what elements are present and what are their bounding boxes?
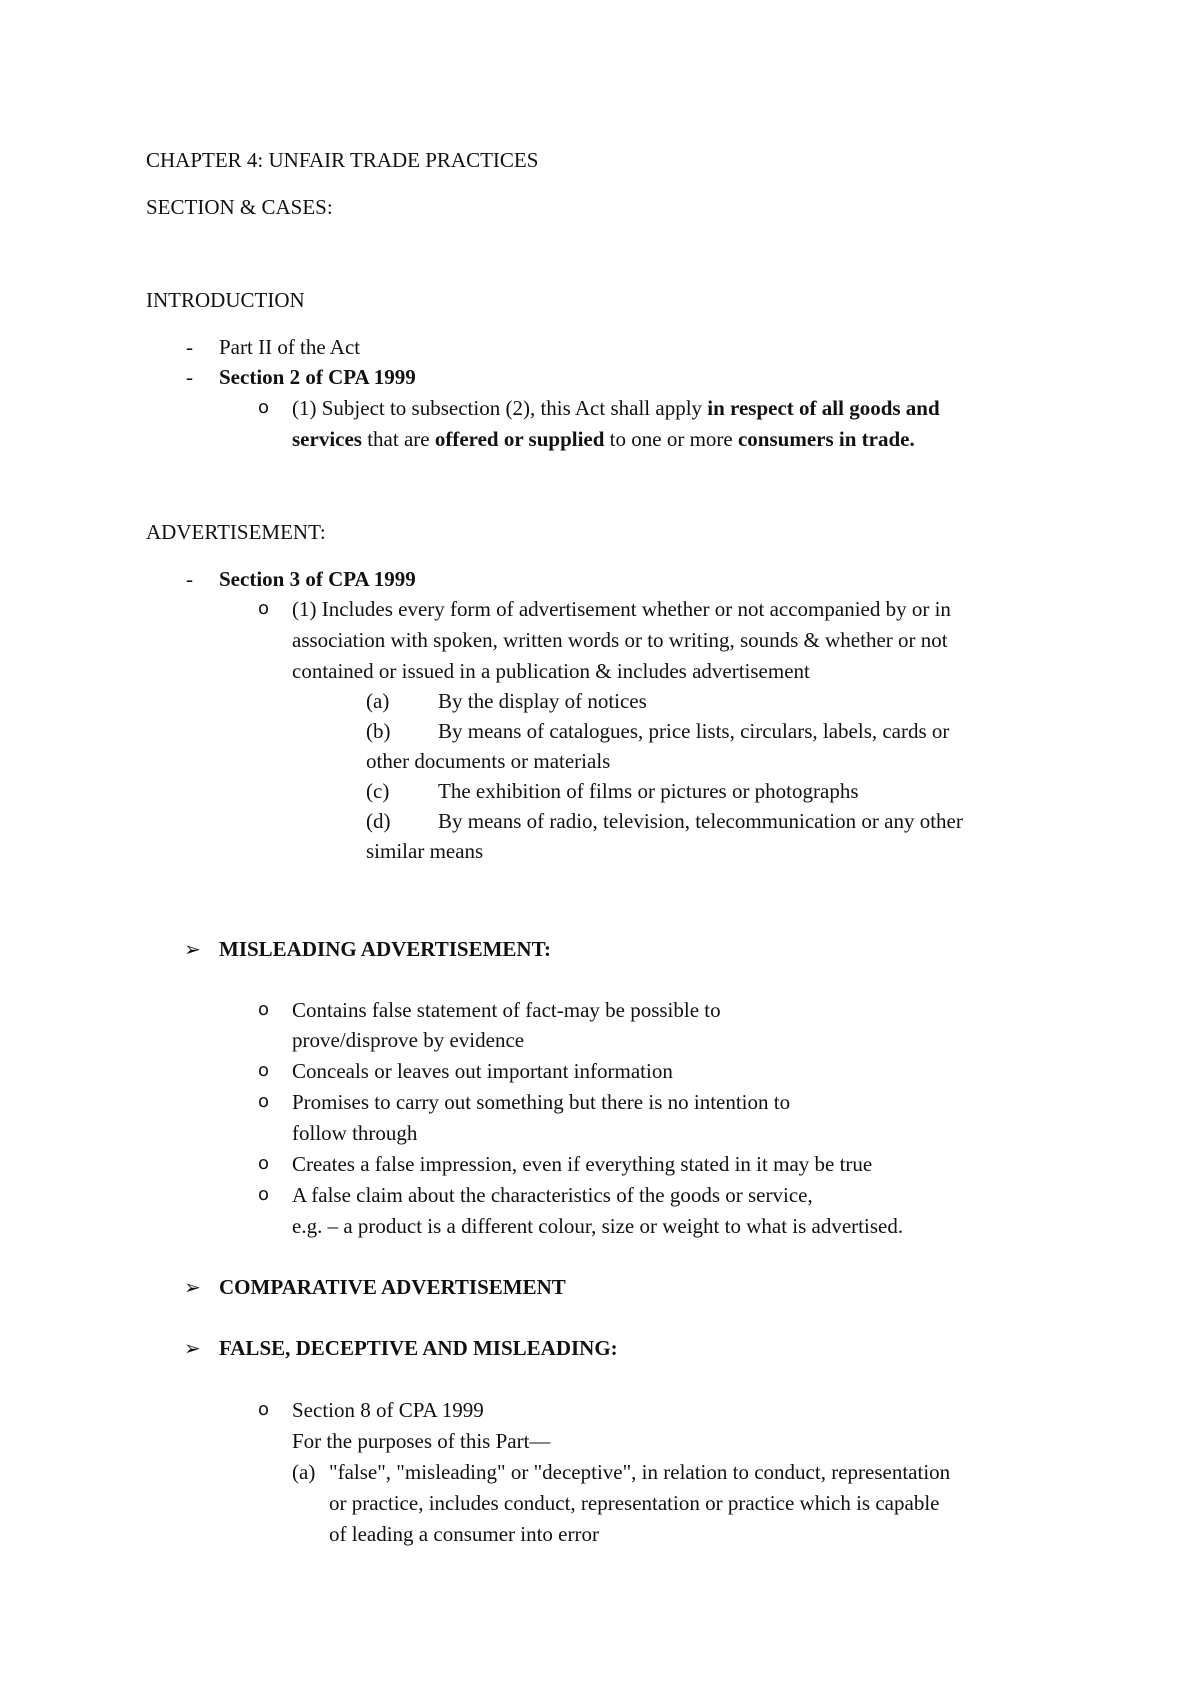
circle-bullet: o <box>258 1060 270 1081</box>
item-text: "false", "misleading" or "deceptive", in relation to conduct, representation <box>329 1460 951 1484</box>
circle-bullet: o <box>258 1184 270 1205</box>
sub-item-continuation: association with spoken, written words or to writing, sounds & whether or not <box>292 628 948 652</box>
sub-item-text: that are <box>361 427 435 451</box>
item-continuation: similar means <box>366 839 484 863</box>
sub-item-bold: in respect of all goods and <box>707 396 940 420</box>
item-label: (a) <box>366 689 390 713</box>
arrow-bullet-icon: ➢ <box>184 1275 201 1299</box>
sub-item-bold: services <box>292 427 362 451</box>
item-continuation: or practice, includes conduct, representation or practice which is capable <box>329 1491 940 1515</box>
sub-item-text: Conceals or leaves out important information <box>292 1059 673 1083</box>
arrow-bullet-icon: ➢ <box>184 1336 201 1360</box>
sub-item-text: (1) Includes every form of advertisement whether or not accompanied by or in <box>292 597 951 621</box>
chapter-title: CHAPTER 4: UNFAIR TRADE PRACTICES <box>146 148 539 172</box>
item-text: By means of catalogues, price lists, circulars, labels, cards or <box>438 719 950 743</box>
misleading-heading: MISLEADING ADVERTISEMENT: <box>219 937 552 961</box>
dash-bullet: - <box>186 567 193 591</box>
dash-bullet: - <box>186 365 193 389</box>
circle-bullet: o <box>258 598 270 619</box>
sub-item-text: (1) Subject to subsection (2), this Act shall apply <box>292 396 708 420</box>
list-item-text: Section 2 of CPA 1999 <box>219 365 416 389</box>
introduction-heading: INTRODUCTION <box>146 288 305 312</box>
circle-bullet: o <box>258 1399 270 1420</box>
sub-item-text: Contains false statement of fact-may be possible to <box>292 998 721 1022</box>
sub-item-text: Section 8 of CPA 1999 <box>292 1398 484 1422</box>
circle-bullet: o <box>258 397 270 418</box>
circle-bullet: o <box>258 999 270 1020</box>
circle-bullet: o <box>258 1091 270 1112</box>
sub-item-text: A false claim about the characteristics of the goods or service, <box>292 1183 813 1207</box>
item-label: (b) <box>366 719 391 743</box>
sub-item-continuation: contained or issued in a publication & includes advertisement <box>292 659 810 683</box>
dash-bullet: - <box>186 335 193 359</box>
false-deceptive-heading: FALSE, DECEPTIVE AND MISLEADING: <box>219 1336 618 1360</box>
advertisement-heading: ADVERTISEMENT: <box>146 520 326 544</box>
sub-item-continuation: For the purposes of this Part— <box>292 1429 551 1453</box>
sub-item-bold: offered or supplied <box>434 427 605 451</box>
item-text: By the display of notices <box>438 689 647 713</box>
comparative-heading: COMPARATIVE ADVERTISEMENT <box>219 1275 566 1299</box>
item-continuation: of leading a consumer into error <box>329 1522 599 1546</box>
item-text: The exhibition of films or pictures or photographs <box>438 779 859 803</box>
sub-item-text: Creates a false impression, even if everything stated in it may be true <box>292 1152 873 1176</box>
sub-item-text: to one or more <box>604 427 738 451</box>
item-continuation: other documents or materials <box>366 749 611 773</box>
item-label: (a) <box>292 1460 316 1484</box>
sub-item-text: Promises to carry out something but there is no intention to <box>292 1090 791 1114</box>
item-text: By means of radio, television, telecommunication or any other <box>438 809 963 833</box>
sub-item-continuation: follow through <box>292 1121 418 1145</box>
list-item-text: Section 3 of CPA 1999 <box>219 567 416 591</box>
arrow-bullet-icon: ➢ <box>184 937 201 961</box>
circle-bullet: o <box>258 1153 270 1174</box>
list-item-text: Part II of the Act <box>219 335 361 359</box>
sub-item-continuation: e.g. – a product is a different colour, size or weight to what is advertised. <box>292 1214 904 1238</box>
item-label: (c) <box>366 779 390 803</box>
sub-item-continuation: prove/disprove by evidence <box>292 1028 525 1052</box>
sub-item-bold: consumers in trade. <box>737 427 915 451</box>
item-label: (d) <box>366 809 391 833</box>
section-cases-label: SECTION & CASES: <box>146 195 333 219</box>
sub-item-continuation <box>292 424 915 454</box>
